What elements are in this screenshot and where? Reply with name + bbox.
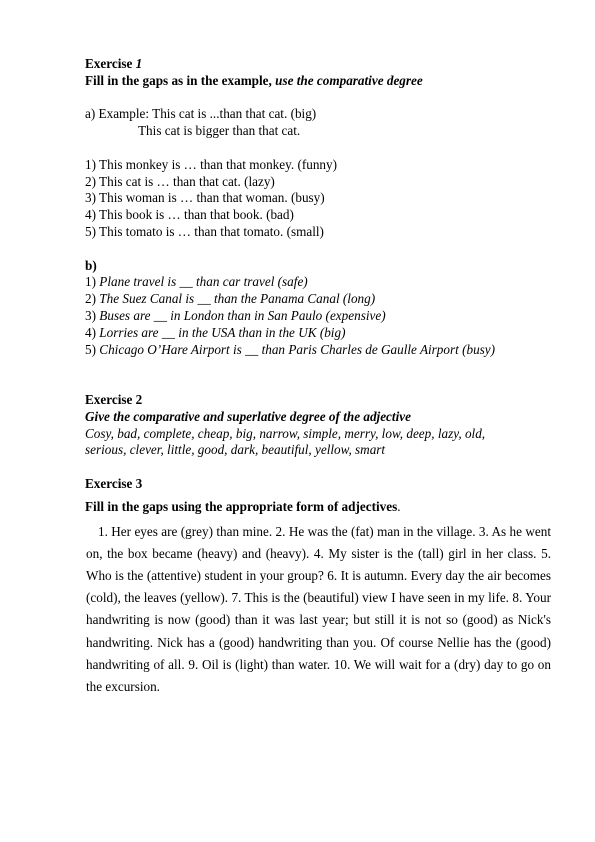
- part-b-item-text: The Suez Canal is __ than the Panama Canal (long): [99, 291, 376, 307]
- exercise-1-item: 2) This cat is … than that cat. (lazy): [85, 173, 275, 189]
- part-b-item-text: Plane travel is __ than car travel (safe): [99, 274, 308, 290]
- part-b-item-text: Lorries are __ in the USA than in the UK (big): [99, 324, 346, 340]
- part-a-example: a) Example: This cat is ...than that cat. (big): [85, 106, 317, 122]
- exercise-3-instruction-dot: .: [397, 498, 401, 514]
- exercise-3-instruction-text: Fill in the gaps using the appropriate form of adjectives: [85, 498, 398, 514]
- exercise-2-words-line: serious, clever, little, good, dark, beautiful, yellow, smart: [85, 442, 386, 458]
- part-b-item: [85, 274, 547, 291]
- exercise-1-instruction-plain: Fill in the gaps as in the example,: [85, 72, 276, 88]
- part-b-item: [85, 291, 547, 308]
- exercise-1-title-number: 1: [135, 56, 143, 71]
- exercise-1-item: 3) This woman is … than that woman. (busy): [85, 190, 325, 206]
- exercise-1-title: [85, 56, 547, 73]
- part-b-item-text: Buses are __ in London than in San Paulo (expensive): [99, 307, 386, 323]
- worksheet: [85, 56, 551, 698]
- exercise-1-instruction-italic: use the comparative degree: [275, 72, 423, 88]
- exercise-1-item: 5) This tomato is … than that tomato. (small): [85, 223, 324, 239]
- part-b-item: [85, 308, 547, 325]
- exercise-1-item: 4) This book is … than that book. (bad): [85, 207, 294, 223]
- part-b-item-number: 5): [85, 341, 100, 357]
- exercise-2-instruction: Give the comparative and superlative degree of the adjective: [85, 408, 411, 424]
- part-b-item-text: Chicago O’Hare Airport is __ than Paris Charles de Gaulle Airport (busy): [99, 341, 496, 357]
- part-b-item-number: 3): [85, 307, 100, 323]
- part-b-item-number: 4): [85, 324, 100, 340]
- exercise-3-paragraph-text: 1. Her eyes are (grey) than mine. 2. He was the (fat) man in the village. 3. As he went on, the box became (heavy) and (heavy). 4. My sister is the (tall) girl in her class. 5. Who is the (attentive) student in your group? 6. It is autumn. Every day the air becomes (cold), the leaves (yellow). 7. This is the (beautiful) view I have seen in my life. 8. Your handwriting is now (good) than it was last year; but still it is not so (good) as Nick's handwriting. Nick has a (good) handwriting than you. Of course Nellie has the (good) handwriting of all. 9. Oil is (light) than water. 10. We will wait for a (dry) day to go on the excursion.: [86, 523, 551, 694]
- part-b-item: [85, 325, 547, 342]
- exercise-2-words-line: Cosy, bad, complete, cheap, big, narrow, simple, merry, low, deep, lazy, old,: [85, 425, 486, 441]
- exercise-1-item: 1) This monkey is … than that monkey. (funny): [85, 156, 337, 172]
- exercise-2-title: Exercise 2: [85, 391, 143, 407]
- part-b-item: [85, 342, 547, 359]
- part-b-label: b): [85, 257, 97, 273]
- exercise-1-instruction: [85, 73, 547, 90]
- exercise-1-title-prefix: Exercise: [85, 56, 136, 71]
- exercise-3-title: Exercise 3: [85, 475, 143, 491]
- exercise-3-paragraph: [86, 521, 551, 699]
- part-a-example-answer: This cat is bigger than that cat.: [138, 123, 301, 139]
- exercise-3-instruction: [85, 499, 547, 516]
- part-b-item-number: 2): [85, 291, 100, 307]
- part-b-item-number: 1): [85, 274, 100, 290]
